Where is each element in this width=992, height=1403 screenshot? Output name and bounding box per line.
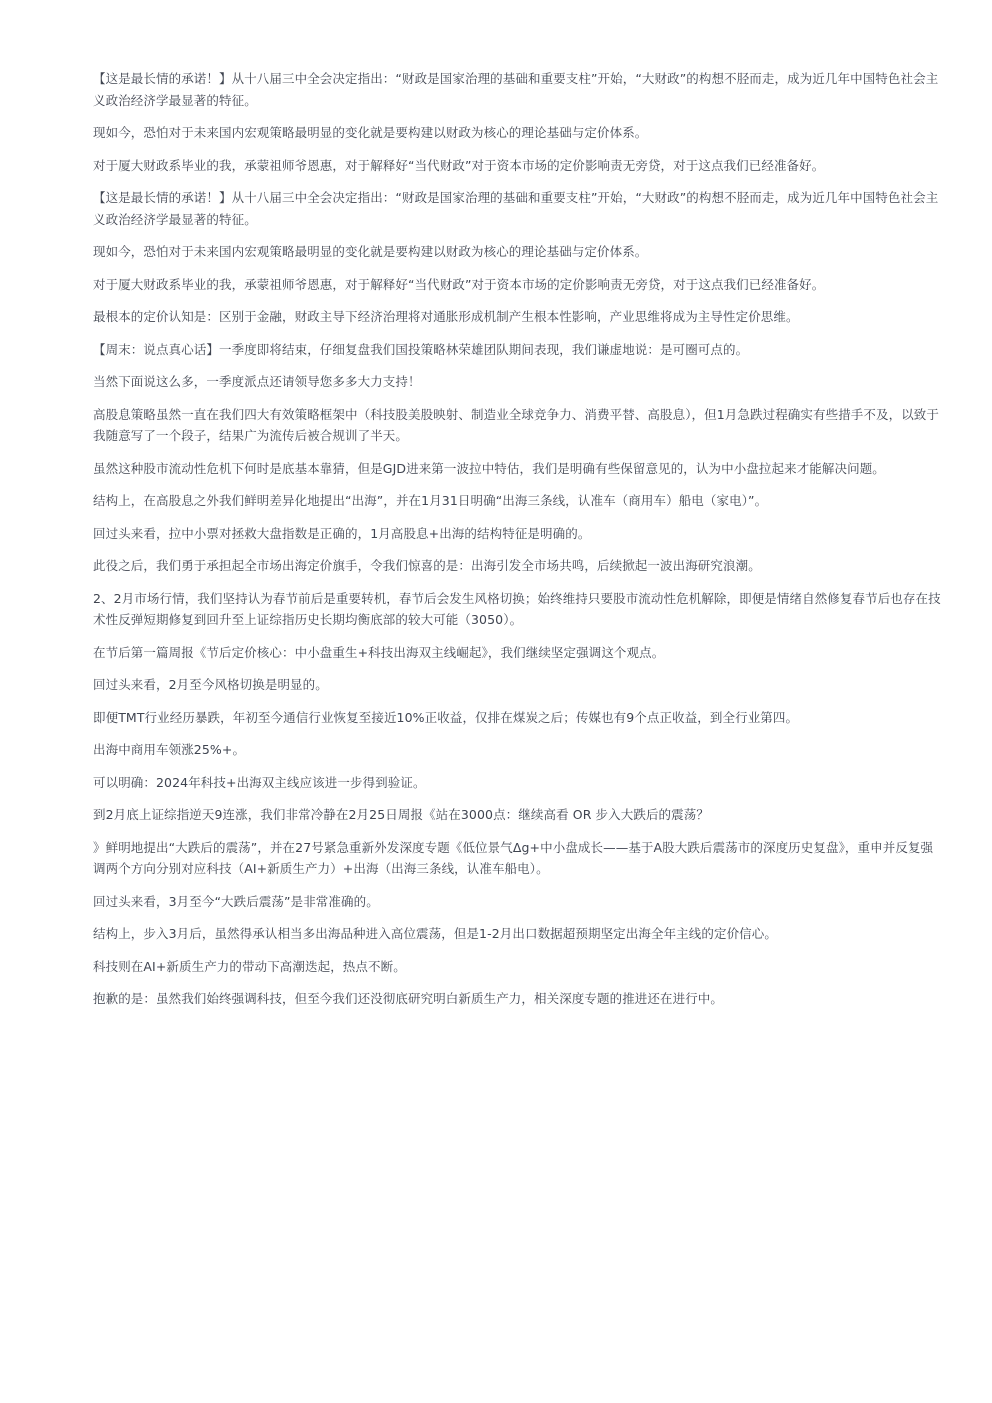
paragraph-6: 对于厦大财政系毕业的我，承蒙祖师爷恩惠，对于解释好“当代财政”对于资本市场的定价影响责无旁贷，对于这点我们已经准备好。	[93, 276, 825, 292]
paragraph-20: 可以明确：2024年科技+出海双主线应该进一步得到验证。	[93, 774, 426, 790]
document-body	[93, 68, 945, 1021]
paragraph-2: 现如今，恐怕对于未来国内宏观策略最明显的变化就是要构建以财政为核心的理论基础与定价体系。	[93, 125, 648, 140]
paragraph-16: 在节后第一篇周报《节后定价核心：中小盘重生+科技出海双主线崛起》，我们继续坚定强调这个观点。	[93, 644, 665, 660]
paragraph-23: 回过头来看，3月至今“大跌后震荡”是非常准确的。	[93, 893, 379, 909]
paragraph-11: 虽然这种股市流动性危机下何时是底基本靠猜，但是GJD进来第一波拉中特估，我们是明确有些保留意见的，认为中小盘拉起来才能解决问题。	[93, 460, 885, 476]
paragraph-13: 回过头来看，拉中小票对拯救大盘指数是正确的，1月高股息+出海的结构特征是明确的。	[93, 525, 591, 541]
paragraph-7: 最根本的定价认知是：区别于金融，财政主导下经济治理将对通胀形成机制产生根本性影响，产业思维将成为主导性定价思维。	[93, 309, 799, 324]
paragraph-14: 此役之后，我们勇于承担起全市场出海定价旗手，令我们惊喜的是：出海引发全市场共鸣，后续掀起一波出海研究浪潮。	[93, 558, 761, 573]
paragraph-4: 【这是最长情的承诺！】从十八届三中全会决定指出：“财政是国家治理的基础和重要支柱”开始，“大财政”的构想不胫而走，成为近几年中国特色社会主义政治经济学最显著的特征。	[93, 190, 939, 227]
paragraph-10: 高股息策略虽然一直在我们四大有效策略框架中（科技股美股映射、制造业全球竞争力、消费平替、高股息），但1月急跌过程确实有些措手不及，以致于我随意写了一个段子，结果广为流传后被合规训了半天。	[93, 406, 940, 443]
paragraph-12: 结构上，在高股息之外我们鲜明差异化地提出“出海”，并在1月31日明确“出海三条线，认准车（商用车）船电（家电）”。	[93, 493, 768, 508]
paragraph-21: 到2月底上证综指逆天9连涨，我们非常冷静在2月25日周报《站在3000点：继续高看 OR 步入大跌后的震荡？	[93, 807, 709, 822]
paragraph-17: 回过头来看，2月至今风格切换是明显的。	[93, 677, 328, 692]
paragraph-1: 【这是最长情的承诺！】从十八届三中全会决定指出：“财政是国家治理的基础和重要支柱”开始，“大财政”的构想不胫而走，成为近几年中国特色社会主义政治经济学最显著的特征。	[93, 71, 939, 108]
paragraph-8: 【周末：说点真心话】一季度即将结束，仔细复盘我们国投策略林荣雄团队期间表现，我们谦虚地说：是可圈可点的。	[93, 341, 749, 357]
paragraph-19: 出海中商用车领涨25%+。	[93, 742, 246, 757]
paragraph-24: 结构上，步入3月后，虽然得承认相当多出海品种进入高位震荡，但是1-2月出口数据超预期坚定出海全年主线的定价信心。	[93, 926, 777, 941]
paragraph-5: 现如今，恐怕对于未来国内宏观策略最明显的变化就是要构建以财政为核心的理论基础与定价体系。	[93, 244, 648, 259]
paragraph-22: 》鲜明地提出“大跌后的震荡”，并在27号紧急重新外发深度专题《低位景气Δg+中小盘成长——基于A股大跌后震荡市的深度历史复盘》，重申并反复强调两个方向分别对应科技（AI+新质生产力）+出海（出海三条线，认准车船电）。	[93, 839, 934, 876]
paragraph-25: 科技则在AI+新质生产力的带动下高潮迭起，热点不断。	[93, 958, 406, 974]
paragraph-26: 抱歉的是：虽然我们始终强调科技，但至今我们还没彻底研究明白新质生产力，相关深度专题的推进还在进行中。	[93, 991, 724, 1006]
paragraph-3: 对于厦大财政系毕业的我，承蒙祖师爷恩惠，对于解释好“当代财政”对于资本市场的定价影响责无旁贷，对于这点我们已经准备好。	[93, 157, 825, 173]
paragraph-18: 即便TMT行业经历暴跌，年初至今通信行业恢复至接近10%正收益，仅排在煤炭之后；传媒也有9个点正收益，到全行业第四。	[93, 709, 799, 725]
paragraph-9: 当然下面说这么多，一季度派点还请领导您多多大力支持！	[93, 374, 421, 389]
paragraph-15: 2、2月市场行情，我们坚持认为春节前后是重要转机，春节后会发生风格切换；始终维持只要股市流动性危机解除，即便是情绪自然修复春节后也存在技术性反弹短期修复到回升至上证综指历史长期均衡底部的较大可能（3050）。	[93, 590, 941, 627]
